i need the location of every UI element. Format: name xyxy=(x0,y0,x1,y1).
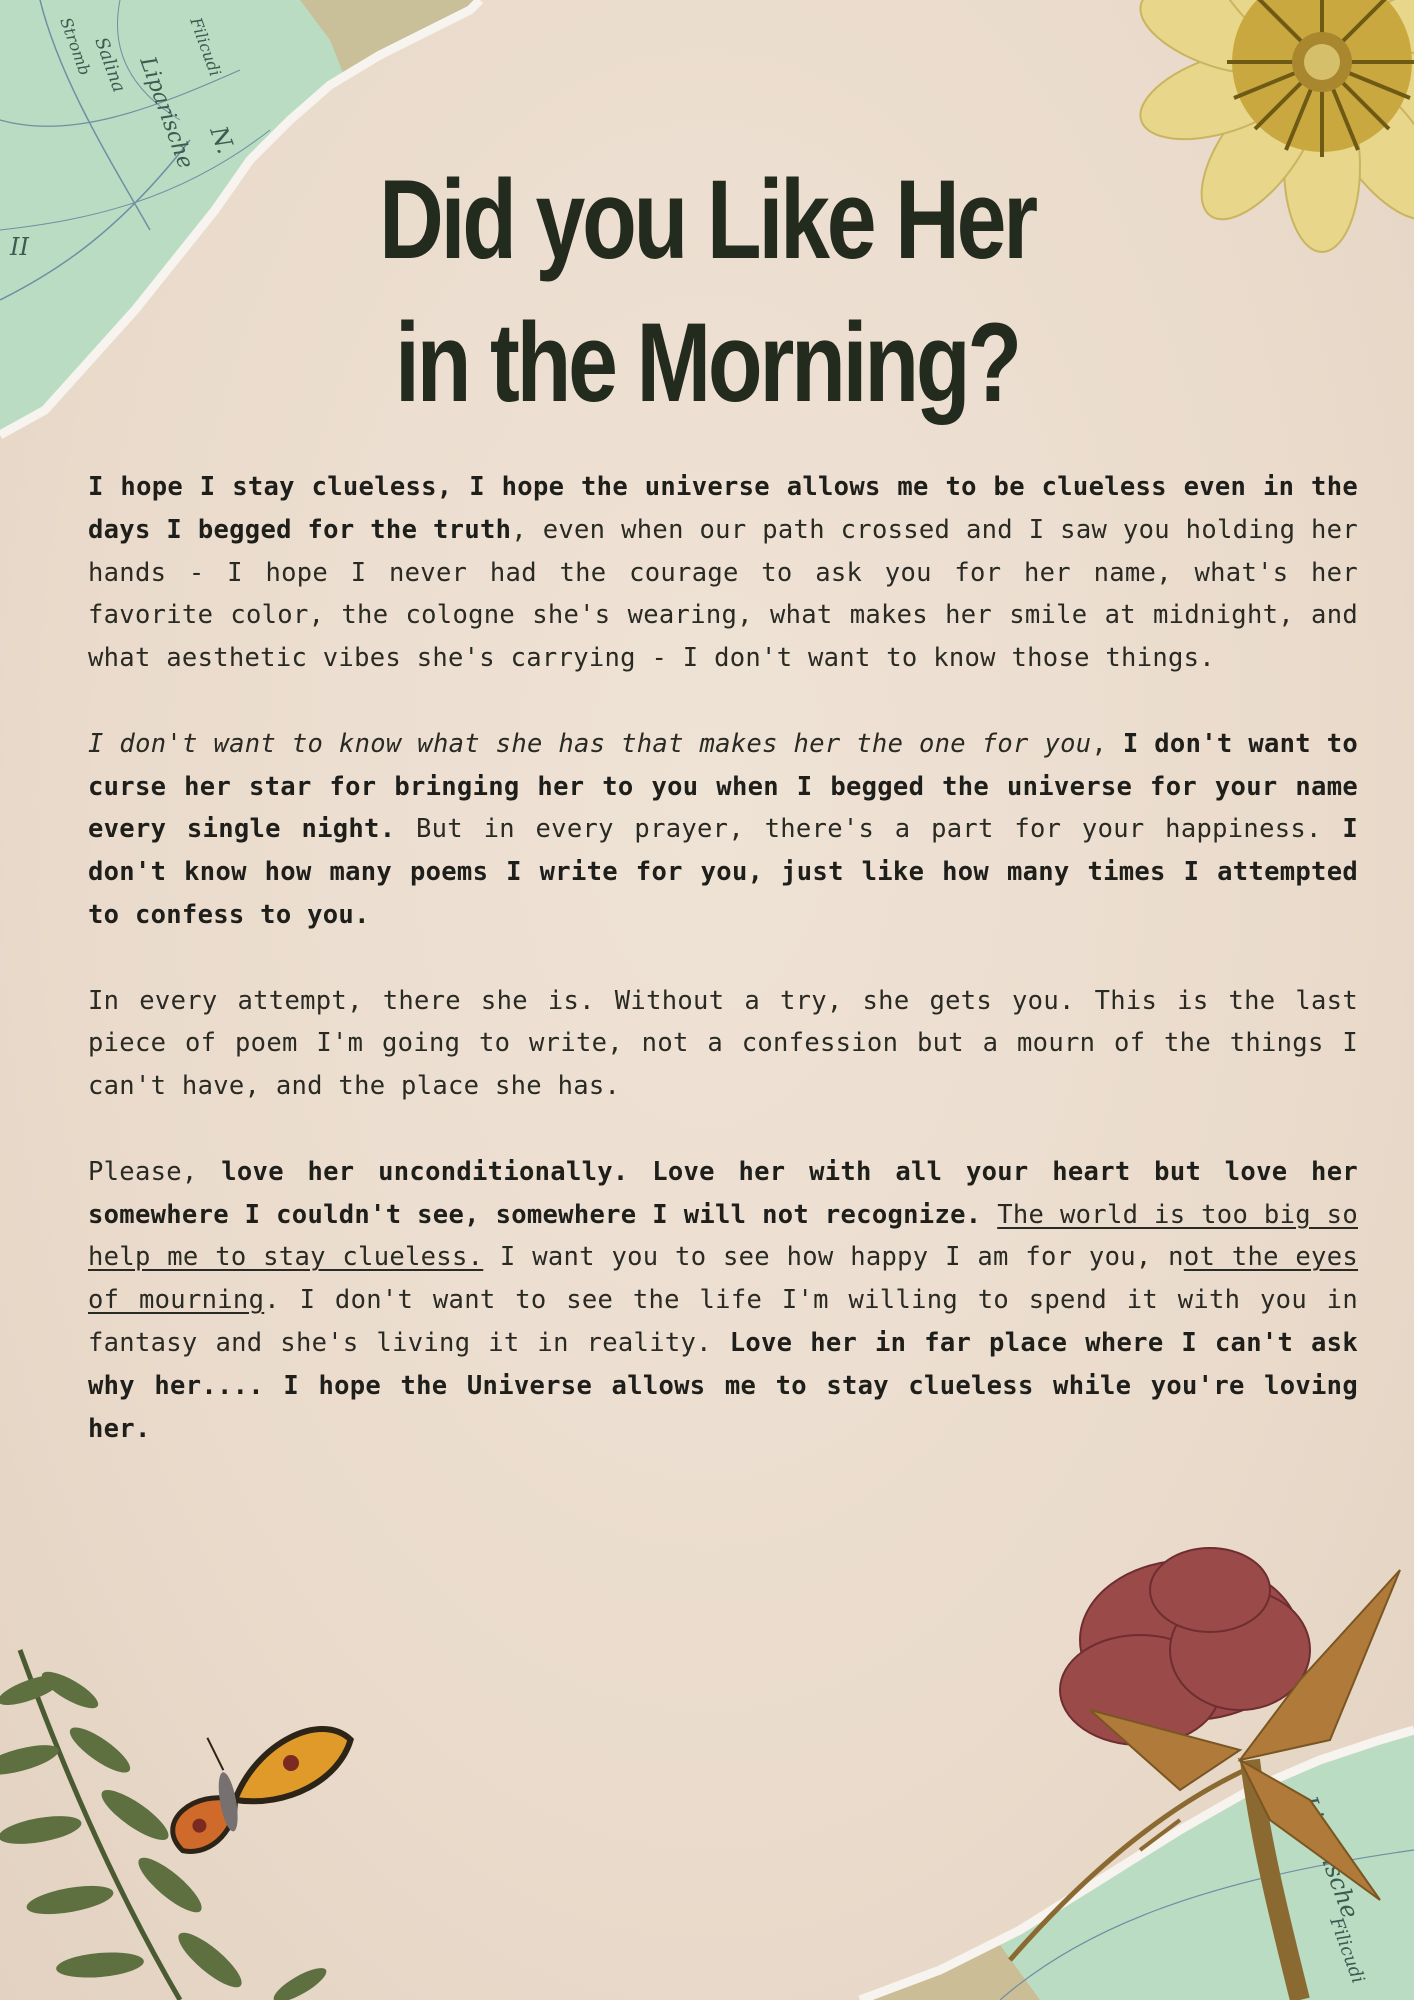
page-title xyxy=(141,148,1272,434)
paragraph-2 xyxy=(88,723,1358,937)
svg-text:N.: N. xyxy=(204,122,240,158)
title-line-1: Did you Like Her xyxy=(379,157,1035,282)
plain-text: , xyxy=(1091,728,1123,759)
bold-text: I don't want to curse her star for bringing her to you when I begged the universe for your name every single night. xyxy=(88,728,1359,845)
plain-text: . I don't want to see the life I'm willing to spend it with you in fantasy and she's living it in reality. xyxy=(88,1285,1358,1358)
plain-text xyxy=(981,1200,997,1230)
svg-text:Filicudi: Filicudi xyxy=(1325,1914,1369,1987)
plain-text: But in every prayer, there's a part for your happiness. xyxy=(395,814,1343,845)
bold-text: I hope I stay clueless, I hope the universe allows me to be clueless even in the days I begged for the truth xyxy=(88,472,1358,545)
paragraph-4 xyxy=(88,1151,1358,1451)
title-line-2: in the Morning? xyxy=(395,300,1019,425)
svg-text:Salina: Salina xyxy=(90,34,130,96)
plain-text: , even when our path crossed and I saw you holding her hands - I hope I never had the courage to ask you for her name, what's her favorite color, the cologne she's wearing, what makes her smile at midnight, and what aesthetic vibes she's carrying - I don't want to know those things. xyxy=(88,514,1358,674)
underlined-text: The world is too big so help me to stay clueless. xyxy=(88,1199,1358,1273)
bold-text: love her unconditionally. Love her with all your heart but love her somewhere I couldn't see, somewhere I will not recognize. xyxy=(88,1156,1359,1230)
plain-text: Please, xyxy=(88,1156,222,1187)
plain-text: I want you to see how happy I am for you, n xyxy=(483,1242,1184,1273)
svg-text:Filicudi: Filicudi xyxy=(186,14,225,79)
paragraph-1 xyxy=(88,466,1358,680)
italic-text: I don't want to know what she has that makes her the one for you xyxy=(88,728,1092,759)
bold-text: Love her in far place where I can't ask why her.... I hope the Universe allows me to stay clueless while you're loving her. xyxy=(88,1327,1358,1444)
poem-body xyxy=(88,466,1358,1493)
plain-text: In every attempt, there she is. Without a try, she gets you. This is the last piece of poem I'm going to write, not a confession but a mourn of the things I can't have, and the place she has. xyxy=(88,985,1358,1102)
bold-text: I don't know how many poems I write for you, just like how many times I attempted to confess to you. xyxy=(88,814,1358,930)
svg-text:Stromb: Stromb xyxy=(56,14,95,78)
underlined-text: ot the eyes of mourning xyxy=(88,1242,1358,1316)
paragraph-3 xyxy=(88,980,1358,1108)
svg-text:Liparische: Liparische xyxy=(134,53,198,173)
svg-text:II: II xyxy=(10,233,29,261)
